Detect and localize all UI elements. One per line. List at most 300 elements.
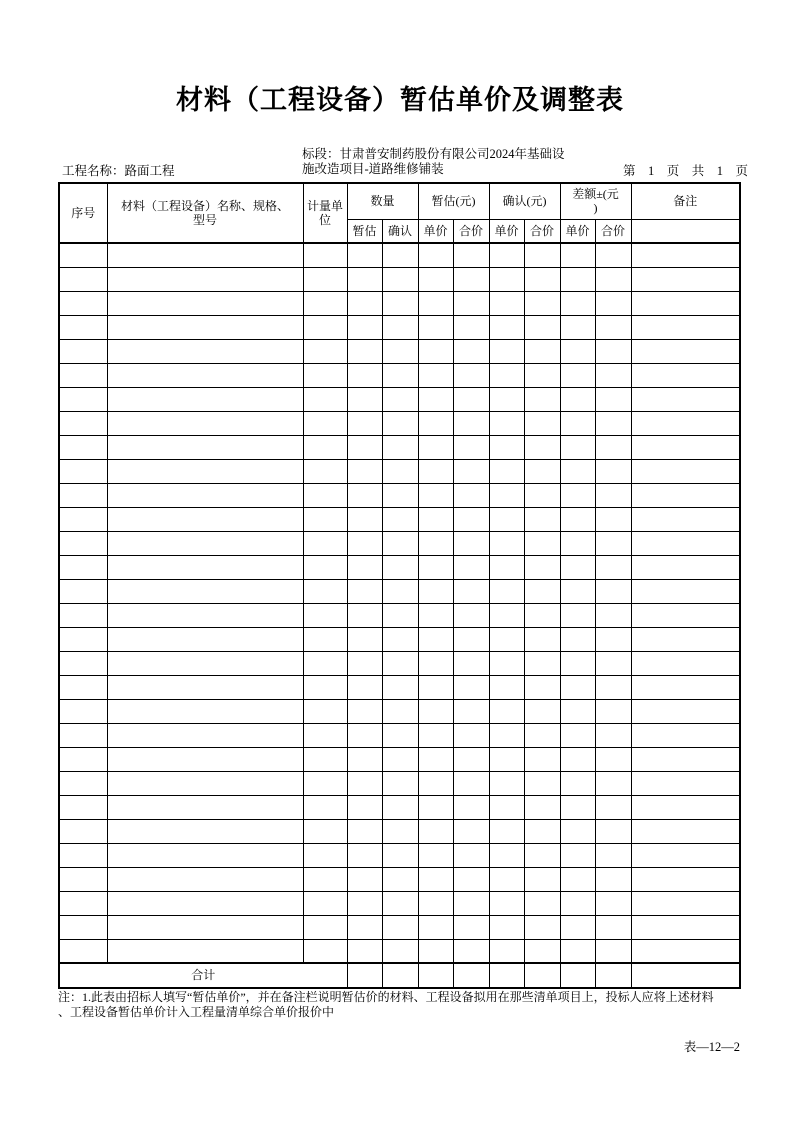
table-row	[59, 291, 740, 315]
table-cell	[524, 915, 560, 939]
table-row	[59, 819, 740, 843]
table-cell	[382, 939, 418, 963]
table-cell	[524, 795, 560, 819]
table-cell	[631, 891, 740, 915]
total-label-cell: 合计	[59, 963, 347, 988]
table-cell	[347, 699, 382, 723]
table-cell	[418, 267, 453, 291]
table-cell	[489, 627, 524, 651]
table-cell	[418, 603, 453, 627]
table-cell	[347, 363, 382, 387]
table-cell	[59, 243, 107, 267]
table-cell	[453, 963, 489, 988]
table-cell	[453, 483, 489, 507]
table-cell	[382, 291, 418, 315]
table-cell	[595, 507, 631, 531]
table-cell	[453, 723, 489, 747]
table-cell	[453, 411, 489, 435]
table-cell	[560, 843, 595, 867]
col-header-name-line1: 材料（工程设备）名称、规格、	[120, 198, 289, 213]
table-cell	[631, 939, 740, 963]
table-cell	[107, 579, 303, 603]
table-cell	[59, 939, 107, 963]
table-cell	[59, 531, 107, 555]
table-cell	[59, 579, 107, 603]
table-cell	[107, 411, 303, 435]
table-cell	[418, 627, 453, 651]
table-cell	[347, 387, 382, 411]
table-cell	[453, 819, 489, 843]
table-cell	[453, 603, 489, 627]
table-cell	[382, 603, 418, 627]
table-cell	[524, 603, 560, 627]
table-cell	[59, 771, 107, 795]
table-cell	[489, 843, 524, 867]
table-cell	[107, 867, 303, 891]
table-cell	[107, 939, 303, 963]
note-line-2: 、工程设备暂估单价计入工程量清单综合单价报价中	[58, 1005, 335, 1019]
table-cell	[489, 603, 524, 627]
project-name-label: 工程名称：路面工程	[62, 164, 175, 178]
note-text	[58, 990, 752, 1020]
table-cell	[453, 459, 489, 483]
subcol-provisional-total-price: 合价	[453, 219, 489, 243]
table-cell	[382, 747, 418, 771]
table-cell	[107, 771, 303, 795]
table-cell	[418, 243, 453, 267]
table-cell	[453, 867, 489, 891]
table-row	[59, 411, 740, 435]
table-row	[59, 675, 740, 699]
table-cell	[595, 459, 631, 483]
table-cell	[524, 291, 560, 315]
table-cell	[453, 747, 489, 771]
table-cell	[560, 315, 595, 339]
table-cell	[382, 843, 418, 867]
table-cell	[418, 819, 453, 843]
table-cell	[560, 435, 595, 459]
table-cell	[382, 363, 418, 387]
table-cell	[303, 603, 347, 627]
table-cell	[418, 291, 453, 315]
table-cell	[418, 891, 453, 915]
table-cell	[107, 435, 303, 459]
table-cell	[303, 459, 347, 483]
table-row	[59, 699, 740, 723]
table-cell	[303, 771, 347, 795]
table-row	[59, 579, 740, 603]
table-cell	[524, 963, 560, 988]
table-cell	[489, 291, 524, 315]
table-cell	[347, 627, 382, 651]
table-cell	[560, 819, 595, 843]
table-cell	[631, 411, 740, 435]
table-cell	[347, 675, 382, 699]
col-header-unit-line1: 计量单	[306, 198, 343, 213]
table-cell	[560, 387, 595, 411]
table-cell	[595, 795, 631, 819]
table-row	[59, 603, 740, 627]
table-cell	[595, 603, 631, 627]
table-cell	[631, 843, 740, 867]
table-cell	[382, 867, 418, 891]
table-cell	[595, 819, 631, 843]
table-cell	[418, 651, 453, 675]
table-cell	[418, 531, 453, 555]
table-cell	[453, 579, 489, 603]
table-cell	[453, 939, 489, 963]
table-cell	[59, 627, 107, 651]
table-cell	[631, 315, 740, 339]
table-cell	[382, 819, 418, 843]
table-cell	[347, 531, 382, 555]
table-cell	[453, 891, 489, 915]
table-cell	[347, 939, 382, 963]
table-cell	[107, 243, 303, 267]
table-cell	[59, 747, 107, 771]
table-cell	[524, 339, 560, 363]
table-cell	[303, 267, 347, 291]
table-row	[59, 771, 740, 795]
table-cell	[347, 579, 382, 603]
table-cell	[382, 675, 418, 699]
table-row	[59, 507, 740, 531]
table-cell	[631, 339, 740, 363]
header-group-row	[59, 183, 740, 219]
table-cell	[560, 771, 595, 795]
table-row	[59, 387, 740, 411]
table-row	[59, 795, 740, 819]
table-cell	[524, 651, 560, 675]
table-cell	[595, 843, 631, 867]
table-cell	[303, 795, 347, 819]
table-cell	[631, 531, 740, 555]
table-cell	[631, 555, 740, 579]
table-cell	[303, 819, 347, 843]
table-cell	[453, 915, 489, 939]
table-cell	[303, 747, 347, 771]
table-cell	[303, 411, 347, 435]
table-cell	[347, 291, 382, 315]
table-cell	[560, 627, 595, 651]
table-cell	[382, 243, 418, 267]
table-cell	[303, 915, 347, 939]
table-cell	[303, 675, 347, 699]
table-cell	[489, 339, 524, 363]
table-cell	[524, 555, 560, 579]
table-cell	[107, 651, 303, 675]
table-cell	[107, 531, 303, 555]
table-cell	[382, 891, 418, 915]
table-cell	[560, 915, 595, 939]
table-cell	[489, 459, 524, 483]
table-cell	[560, 579, 595, 603]
table-cell	[595, 579, 631, 603]
table-cell	[631, 747, 740, 771]
col-header-quantity-group: 数量	[347, 183, 418, 219]
table-cell	[347, 483, 382, 507]
table-cell	[631, 243, 740, 267]
table-cell	[382, 915, 418, 939]
table-cell	[107, 819, 303, 843]
table-cell	[418, 555, 453, 579]
table-cell	[560, 867, 595, 891]
table-cell	[107, 363, 303, 387]
table-cell	[59, 267, 107, 291]
section-label	[302, 147, 565, 177]
table-cell	[453, 771, 489, 795]
col-header-name-line2: 型号	[192, 213, 217, 227]
table-cell	[453, 267, 489, 291]
table-cell	[59, 459, 107, 483]
table-cell	[59, 315, 107, 339]
col-header-difference-line1: 差额±(元	[572, 186, 619, 201]
table-cell	[382, 771, 418, 795]
table-cell	[453, 315, 489, 339]
table-cell	[631, 435, 740, 459]
table-row	[59, 243, 740, 267]
table-cell	[59, 603, 107, 627]
table-cell	[560, 243, 595, 267]
table-cell	[59, 843, 107, 867]
table-row	[59, 363, 740, 387]
table-cell	[107, 747, 303, 771]
table-cell	[347, 771, 382, 795]
table-cell	[560, 891, 595, 915]
subcol-quantity-estimate: 暂估	[347, 219, 382, 243]
table-cell	[107, 387, 303, 411]
table-row	[59, 915, 740, 939]
table-cell	[524, 771, 560, 795]
table-row	[59, 723, 740, 747]
table-cell	[489, 771, 524, 795]
table-cell	[524, 387, 560, 411]
col-header-confirmed-group: 确认(元)	[489, 183, 560, 219]
table-cell	[631, 579, 740, 603]
table-cell	[107, 675, 303, 699]
table-cell	[595, 747, 631, 771]
table-cell	[453, 435, 489, 459]
table-cell	[489, 555, 524, 579]
table-cell	[418, 867, 453, 891]
table-cell	[453, 363, 489, 387]
table-cell	[489, 267, 524, 291]
table-cell	[382, 579, 418, 603]
table-cell	[595, 939, 631, 963]
table-cell	[59, 339, 107, 363]
subcol-difference-total-price: 合价	[595, 219, 631, 243]
table-cell	[347, 507, 382, 531]
table-cell	[59, 915, 107, 939]
table-cell	[524, 627, 560, 651]
table-cell	[347, 891, 382, 915]
table-cell	[489, 579, 524, 603]
table-cell	[631, 267, 740, 291]
table-cell	[382, 555, 418, 579]
table-cell	[382, 627, 418, 651]
table-cell	[595, 555, 631, 579]
table-cell	[560, 651, 595, 675]
table-cell	[418, 843, 453, 867]
table-cell	[303, 867, 347, 891]
table-cell	[489, 891, 524, 915]
table-cell	[489, 747, 524, 771]
table-cell	[524, 315, 560, 339]
table-cell	[59, 723, 107, 747]
table-cell	[347, 603, 382, 627]
table-cell	[631, 699, 740, 723]
subcol-difference-unit-price: 单价	[560, 219, 595, 243]
table-cell	[560, 603, 595, 627]
table-cell	[303, 339, 347, 363]
table-cell	[489, 723, 524, 747]
table-row	[59, 483, 740, 507]
table-cell	[489, 507, 524, 531]
table-cell	[347, 915, 382, 939]
table-cell	[303, 843, 347, 867]
table-cell	[453, 387, 489, 411]
table-cell	[382, 435, 418, 459]
table-cell	[418, 339, 453, 363]
table-row	[59, 555, 740, 579]
table-cell	[303, 531, 347, 555]
table-cell	[631, 291, 740, 315]
table-cell	[347, 339, 382, 363]
table-cell	[382, 795, 418, 819]
table-cell	[382, 459, 418, 483]
table-cell	[489, 675, 524, 699]
note-line-1: 注：1.此表由招标人填写“暂估单价”，并在备注栏说明暂估价的材料、工程设备拟用在那些清单项目上，投标人应将上述材料	[58, 990, 714, 1004]
table-cell	[59, 819, 107, 843]
table-cell	[107, 627, 303, 651]
table-cell	[303, 291, 347, 315]
table-cell	[489, 867, 524, 891]
table-cell	[303, 435, 347, 459]
table-cell	[631, 507, 740, 531]
table-cell	[59, 699, 107, 723]
table-row	[59, 315, 740, 339]
table-cell	[631, 867, 740, 891]
table-cell	[560, 507, 595, 531]
col-header-name	[107, 183, 303, 243]
table-cell	[560, 339, 595, 363]
table-cell	[595, 771, 631, 795]
table-cell	[631, 723, 740, 747]
col-header-remarks: 备注	[631, 183, 740, 219]
table-cell	[418, 411, 453, 435]
table-cell	[107, 723, 303, 747]
table-cell	[631, 795, 740, 819]
table-cell	[595, 675, 631, 699]
table-cell	[631, 771, 740, 795]
table-cell	[560, 483, 595, 507]
table-cell	[382, 723, 418, 747]
table-cell	[347, 843, 382, 867]
table-cell	[595, 723, 631, 747]
col-header-unit	[303, 183, 347, 243]
table-cell	[59, 435, 107, 459]
table-cell	[489, 819, 524, 843]
col-header-difference-group	[560, 183, 631, 219]
table-cell	[303, 483, 347, 507]
table-cell	[382, 651, 418, 675]
form-code-label: 表—12—2	[683, 1040, 740, 1054]
table-cell	[303, 507, 347, 531]
table-cell	[347, 267, 382, 291]
table-cell	[453, 651, 489, 675]
table-cell	[347, 867, 382, 891]
subcol-provisional-unit-price: 单价	[418, 219, 453, 243]
table-cell	[524, 867, 560, 891]
table-cell	[631, 387, 740, 411]
table-cell	[303, 315, 347, 339]
subcol-remarks-empty	[631, 219, 740, 243]
table-cell	[524, 243, 560, 267]
table-cell	[418, 939, 453, 963]
table-cell	[347, 459, 382, 483]
table-cell	[631, 819, 740, 843]
table-cell	[489, 699, 524, 723]
table-row	[59, 747, 740, 771]
table-cell	[560, 291, 595, 315]
table-footer	[59, 963, 740, 988]
table-cell	[453, 291, 489, 315]
total-row	[59, 963, 740, 988]
table-cell	[489, 387, 524, 411]
table-cell	[595, 867, 631, 891]
table-cell	[303, 891, 347, 915]
col-header-unit-line2: 位	[318, 213, 331, 227]
table-cell	[418, 315, 453, 339]
table-cell	[453, 627, 489, 651]
table-row	[59, 939, 740, 963]
table-cell	[560, 363, 595, 387]
table-cell	[303, 243, 347, 267]
table-cell	[560, 939, 595, 963]
table-cell	[59, 891, 107, 915]
table-cell	[453, 531, 489, 555]
table-cell	[107, 267, 303, 291]
table-cell	[347, 963, 382, 988]
table-cell	[560, 267, 595, 291]
table-cell	[489, 435, 524, 459]
subcol-quantity-confirm: 确认	[382, 219, 418, 243]
table-cell	[524, 675, 560, 699]
table-cell	[560, 699, 595, 723]
table-cell	[303, 939, 347, 963]
table-cell	[489, 795, 524, 819]
subcol-confirmed-unit-price: 单价	[489, 219, 524, 243]
table-cell	[418, 747, 453, 771]
table-cell	[489, 915, 524, 939]
table-cell	[595, 627, 631, 651]
table-cell	[303, 555, 347, 579]
table-cell	[524, 891, 560, 915]
table-cell	[107, 891, 303, 915]
table-cell	[59, 291, 107, 315]
table-cell	[595, 891, 631, 915]
table-cell	[524, 579, 560, 603]
table-cell	[418, 387, 453, 411]
table-cell	[418, 675, 453, 699]
table-row	[59, 531, 740, 555]
table-cell	[347, 435, 382, 459]
table-cell	[560, 723, 595, 747]
table-cell	[524, 819, 560, 843]
table-cell	[595, 651, 631, 675]
table-cell	[107, 315, 303, 339]
table-cell	[595, 699, 631, 723]
